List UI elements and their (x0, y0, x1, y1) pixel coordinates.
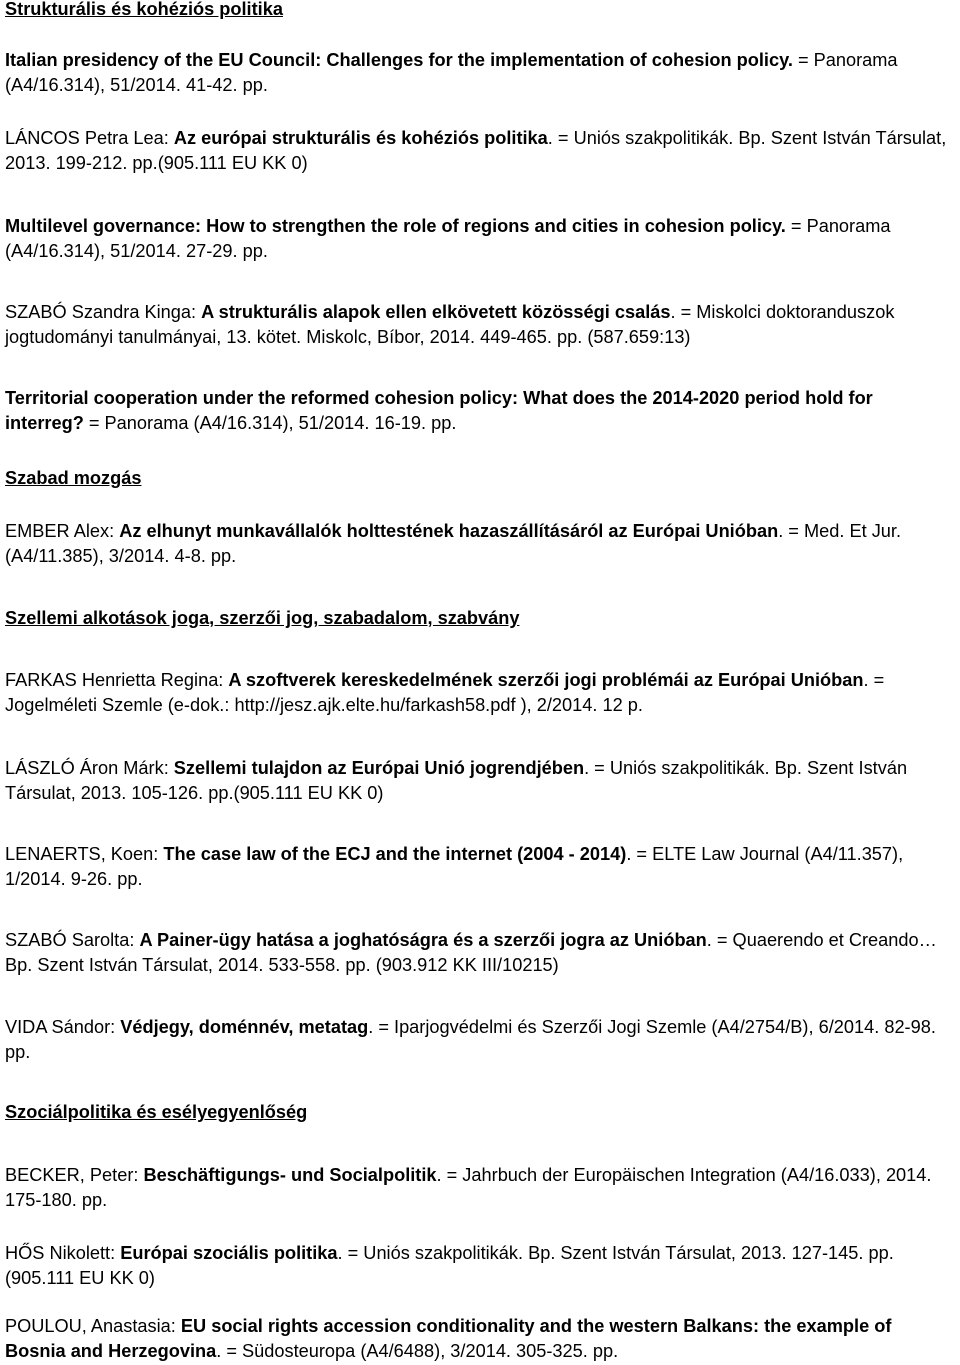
entry-author: EMBER Alex: (5, 521, 120, 541)
entry-source: . = Quaerendo et Creando… Bp. Szent István Társulat, 2014. 533-558. pp. (903.912 KK III/10215) (5, 930, 937, 975)
entry-title: Az európai strukturális és kohéziós politika (173, 128, 548, 148)
bibliography-entry (5, 126, 955, 175)
entry-title: Védjegy, doménnév, metatag (120, 1017, 369, 1037)
bibliography-entry (5, 214, 955, 263)
entry-title: Territorial cooperation under the reformed cohesion policy: What does the 2014-2020 period hold for interreg? (5, 388, 873, 433)
bibliography-entry (5, 519, 955, 568)
entry-source: = Panorama (A4/16.314), 51/2014. 27-29. pp. (5, 216, 891, 261)
bibliography-entry (5, 928, 955, 977)
section-heading: Szellemi alkotások joga, szerzői jog, szabadalom, szabvány (5, 608, 520, 628)
entry-source: . = Jogelméleti Szemle (e-dok.: http://jesz.ajk.elte.hu/farkash58.pdf ), 2/2014. 12 p. (5, 670, 885, 715)
entry-title: Szellemi tulajdon az Európai Unió jogrendjében (173, 758, 585, 778)
entry-title: A Painer-ügy hatása a joghatóságra és a szerzői jogra az Unióban (139, 930, 707, 950)
bibliography-entry (5, 842, 955, 891)
bibliography-entry (5, 1163, 955, 1212)
section-heading: Szociálpolitika és esélyegyenlőség (5, 1102, 308, 1122)
bibliography-entry (5, 1015, 955, 1064)
bibliography-entry (5, 300, 955, 349)
entry-author: SZABÓ Szandra Kinga: (5, 302, 202, 322)
entry-title: Italian presidency of the EU Council: Challenges for the implementation of cohesion policy. (5, 50, 793, 70)
entry-author: POULOU, Anastasia: (5, 1316, 181, 1336)
entry-source: . = Med. Et Jur. (A4/11.385), 3/2014. 4-8. pp. (5, 521, 902, 566)
entry-author: BECKER, Peter: (5, 1165, 144, 1185)
entry-author: FARKAS Henrietta Regina: (5, 670, 229, 690)
entry-title: Európai szociális politika (120, 1243, 338, 1263)
entry-source: = Panorama (A4/16.314), 51/2014. 16-19. pp. (83, 412, 457, 433)
entry-source: . = Iparjogvédelmi és Szerzői Jogi Szemle (A4/2754/B), 6/2014. 82-98. pp. (5, 1017, 936, 1062)
entry-author: SZABÓ Sarolta: (5, 930, 140, 950)
bibliography-entry (5, 668, 955, 717)
entry-title: Az elhunyt munkavállalók holttestének hazaszállításáról az Európai Unióban (119, 521, 779, 541)
entry-title: The case law of the ECJ and the internet (2004 - 2014) (163, 844, 627, 864)
entry-author: LÁSZLÓ Áron Márk: (5, 758, 174, 778)
bibliography-entry (5, 756, 955, 805)
entry-author: LENAERTS, Koen: (5, 844, 164, 864)
bibliography-entry (5, 1314, 955, 1363)
entry-title: Multilevel governance: How to strengthen the role of regions and cities in cohesion policy. (5, 216, 786, 236)
entry-author: HŐS Nikolett: (5, 1243, 121, 1263)
bibliography-entry (5, 1241, 955, 1290)
entry-title: A strukturális alapok ellen elkövetett közösségi csalás (201, 302, 671, 322)
entry-source: . = Jahrbuch der Europäischen Integration (A4/16.033), 2014. 175-180. pp. (5, 1165, 932, 1210)
entry-source: = Panorama (A4/16.314), 51/2014. 41-42. pp. (5, 50, 898, 95)
entry-source: . = Uniós szakpolitikák. Bp. Szent István Társulat, 2013. 127-145. pp.(905.111 EU KK 0) (5, 1243, 894, 1288)
entry-source: . = Uniós szakpolitikák. Bp. Szent István Társulat, 2013. 105-126. pp.(905.111 EU KK 0) (5, 758, 908, 803)
entry-title: EU social rights accession conditionality and the western Balkans: the example of Bosnia and Herzegovina (5, 1316, 892, 1361)
section-heading: Szabad mozgás (5, 468, 142, 488)
entry-title: A szoftverek kereskedelmének szerzői jogi problémái az Európai Unióban (228, 670, 864, 690)
bibliography-entry (5, 386, 955, 435)
entry-author: VIDA Sándor: (5, 1017, 121, 1037)
section-heading: Strukturális és kohéziós politika (5, 0, 283, 19)
entry-author: LÁNCOS Petra Lea: (5, 128, 174, 148)
entry-source: . = ELTE Law Journal (A4/11.357), 1/2014. 9-26. pp. (5, 844, 904, 889)
entry-source: . = Miskolci doktoranduszok jogtudományi tanulmányai, 13. kötet. Miskolc, Bíbor, 2014. 449-465. pp. (587.659:13) (5, 302, 895, 347)
entry-source: . = Südosteuropa (A4/6488), 3/2014. 305-325. pp. (216, 1340, 619, 1361)
bibliography-entry (5, 48, 955, 97)
entry-source: . = Uniós szakpolitikák. Bp. Szent István Társulat, 2013. 199-212. pp.(905.111 EU KK 0) (5, 128, 947, 173)
entry-title: Beschäftigungs- und Socialpolitik (143, 1165, 437, 1185)
